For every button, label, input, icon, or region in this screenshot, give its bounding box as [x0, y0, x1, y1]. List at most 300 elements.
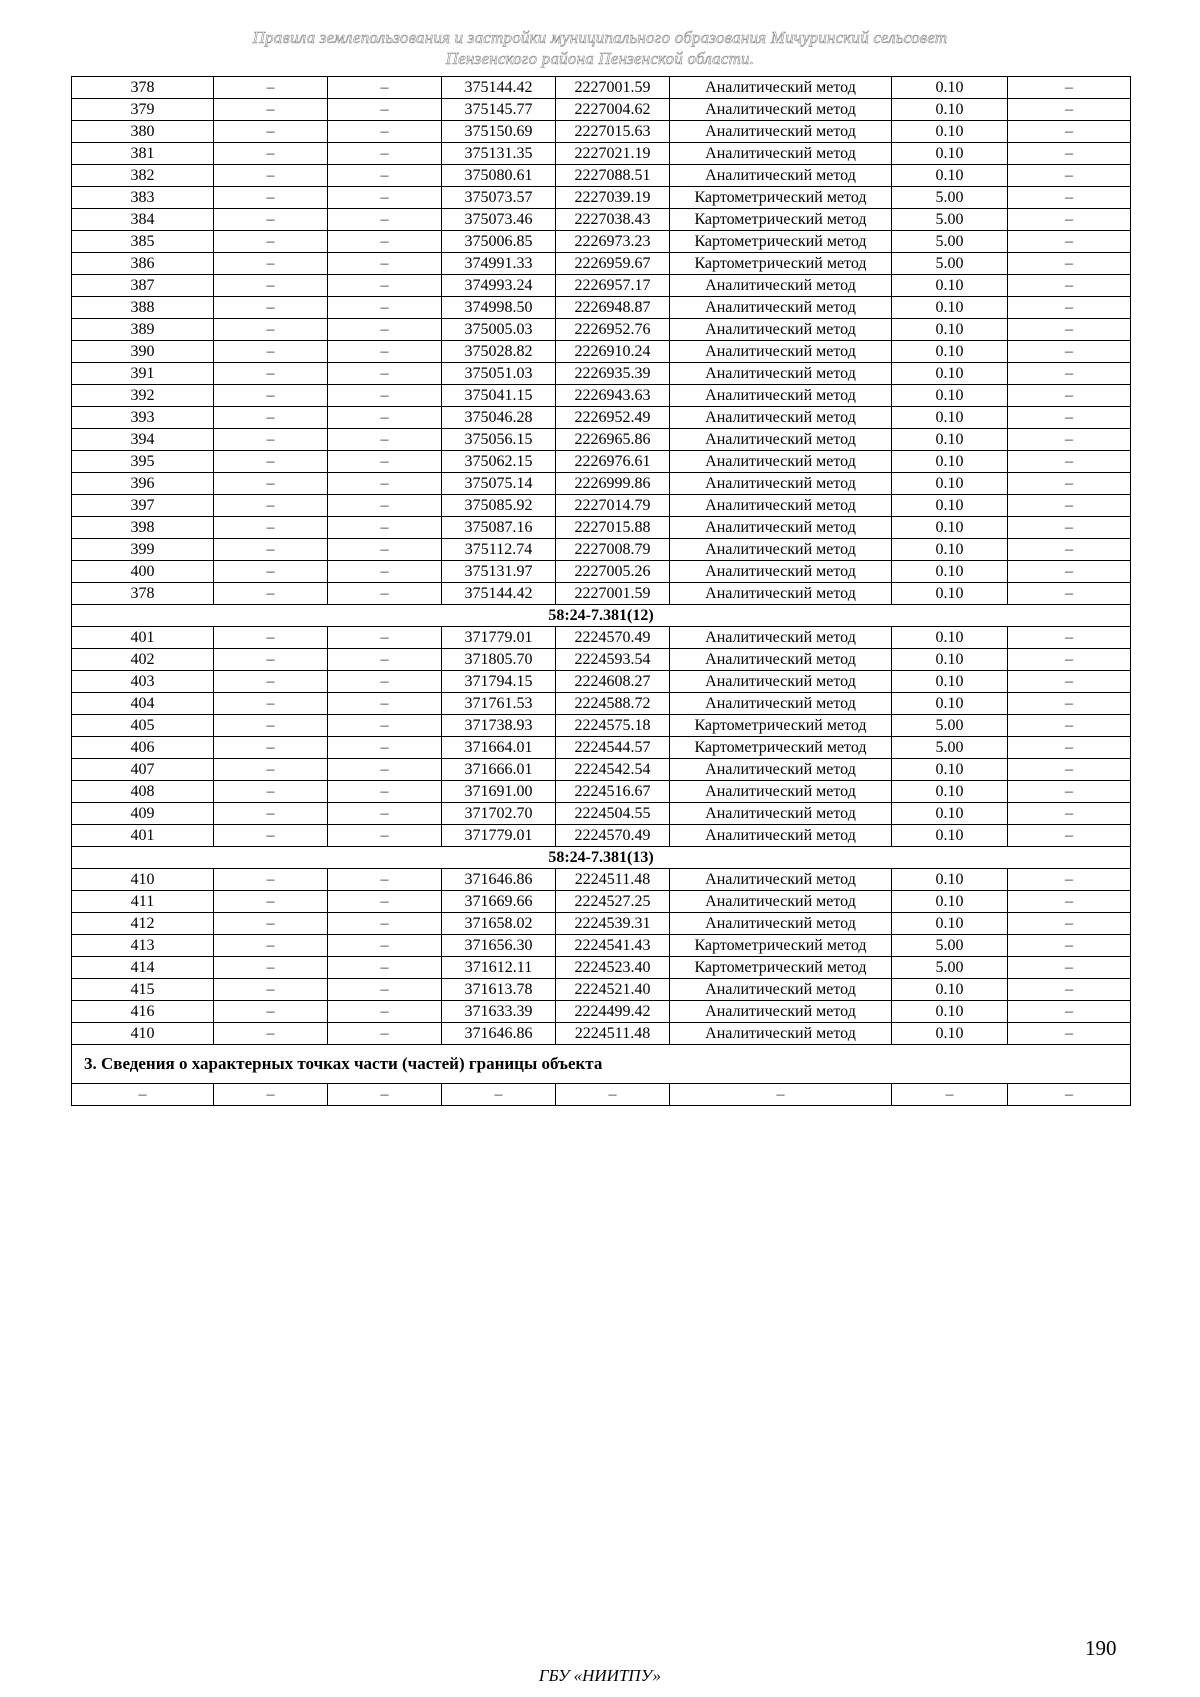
accuracy-cell: 0.10	[892, 803, 1008, 825]
point-number-cell: 389	[72, 319, 214, 341]
method-cell: Аналитический метод	[670, 165, 892, 187]
table-row	[72, 253, 1131, 275]
point-number-cell: 416	[72, 1001, 214, 1023]
new-x-cell: 375073.46	[442, 209, 556, 231]
new-x-cell: 374998.50	[442, 297, 556, 319]
point-number-cell: 414	[72, 957, 214, 979]
new-x-cell: 374991.33	[442, 253, 556, 275]
existing-y-cell: –	[328, 715, 442, 737]
point-number-cell: 409	[72, 803, 214, 825]
point-number-cell: 404	[72, 693, 214, 715]
table-row	[72, 715, 1131, 737]
new-y-cell: 2226952.76	[556, 319, 670, 341]
point-number-cell: 378	[72, 583, 214, 605]
method-cell: Аналитический метод	[670, 517, 892, 539]
new-x-cell: 371738.93	[442, 715, 556, 737]
method-cell: Аналитический метод	[670, 649, 892, 671]
method-cell: Аналитический метод	[670, 121, 892, 143]
part3-empty-cell: –	[556, 1084, 670, 1106]
existing-x-cell: –	[214, 363, 328, 385]
table-row	[72, 913, 1131, 935]
table-row	[72, 143, 1131, 165]
existing-x-cell: –	[214, 979, 328, 1001]
accuracy-cell: 0.10	[892, 99, 1008, 121]
point-number-cell: 395	[72, 451, 214, 473]
description-cell: –	[1008, 517, 1131, 539]
method-cell: Аналитический метод	[670, 473, 892, 495]
method-cell: Аналитический метод	[670, 429, 892, 451]
description-cell: –	[1008, 671, 1131, 693]
description-cell: –	[1008, 825, 1131, 847]
accuracy-cell: 5.00	[892, 715, 1008, 737]
table-row	[72, 693, 1131, 715]
description-cell: –	[1008, 1023, 1131, 1045]
method-cell: Картометрический метод	[670, 231, 892, 253]
part3-empty-cell: –	[892, 1084, 1008, 1106]
description-cell: –	[1008, 99, 1131, 121]
table-row	[72, 869, 1131, 891]
new-y-cell: 2227001.59	[556, 77, 670, 99]
new-y-cell: 2224541.43	[556, 935, 670, 957]
new-y-cell: 2226973.23	[556, 231, 670, 253]
table-row	[72, 649, 1131, 671]
description-cell: –	[1008, 341, 1131, 363]
existing-x-cell: –	[214, 99, 328, 121]
table-row	[72, 297, 1131, 319]
existing-x-cell: –	[214, 297, 328, 319]
accuracy-cell: 0.10	[892, 77, 1008, 99]
method-cell: Аналитический метод	[670, 341, 892, 363]
description-cell: –	[1008, 187, 1131, 209]
existing-y-cell: –	[328, 649, 442, 671]
new-x-cell: 371613.78	[442, 979, 556, 1001]
existing-x-cell: –	[214, 517, 328, 539]
existing-y-cell: –	[328, 737, 442, 759]
accuracy-cell: 0.10	[892, 649, 1008, 671]
method-cell: Аналитический метод	[670, 583, 892, 605]
point-number-cell: 394	[72, 429, 214, 451]
method-cell: Картометрический метод	[670, 209, 892, 231]
new-x-cell: 375080.61	[442, 165, 556, 187]
table-row	[72, 363, 1131, 385]
new-y-cell: 2226959.67	[556, 253, 670, 275]
method-cell: Картометрический метод	[670, 253, 892, 275]
part3-title-row	[72, 1045, 1131, 1084]
existing-x-cell: –	[214, 715, 328, 737]
accuracy-cell: 0.10	[892, 627, 1008, 649]
new-y-cell: 2224570.49	[556, 627, 670, 649]
point-number-cell: 403	[72, 671, 214, 693]
existing-y-cell: –	[328, 121, 442, 143]
description-cell: –	[1008, 935, 1131, 957]
part3-empty-cell: –	[670, 1084, 892, 1106]
description-cell: –	[1008, 759, 1131, 781]
description-cell: –	[1008, 209, 1131, 231]
accuracy-cell: 0.10	[892, 891, 1008, 913]
existing-y-cell: –	[328, 539, 442, 561]
existing-y-cell: –	[328, 385, 442, 407]
existing-x-cell: –	[214, 671, 328, 693]
accuracy-cell: 0.10	[892, 1001, 1008, 1023]
existing-y-cell: –	[328, 275, 442, 297]
existing-x-cell: –	[214, 759, 328, 781]
new-y-cell: 2226943.63	[556, 385, 670, 407]
method-cell: Аналитический метод	[670, 759, 892, 781]
accuracy-cell: 0.10	[892, 385, 1008, 407]
method-cell: Картометрический метод	[670, 737, 892, 759]
accuracy-cell: 0.10	[892, 121, 1008, 143]
method-cell: Аналитический метод	[670, 1023, 892, 1045]
new-x-cell: 371805.70	[442, 649, 556, 671]
table-row	[72, 1001, 1131, 1023]
part3-empty-row	[72, 1084, 1131, 1106]
existing-y-cell: –	[328, 671, 442, 693]
document-header	[0, 27, 1200, 69]
existing-x-cell: –	[214, 1023, 328, 1045]
method-cell: Аналитический метод	[670, 561, 892, 583]
description-cell: –	[1008, 363, 1131, 385]
accuracy-cell: 5.00	[892, 253, 1008, 275]
accuracy-cell: 0.10	[892, 341, 1008, 363]
table-row	[72, 935, 1131, 957]
existing-y-cell: –	[328, 627, 442, 649]
existing-x-cell: –	[214, 627, 328, 649]
new-y-cell: 2224542.54	[556, 759, 670, 781]
point-number-cell: 380	[72, 121, 214, 143]
page-number: 190	[1085, 1636, 1117, 1660]
table-row	[72, 385, 1131, 407]
table-row	[72, 209, 1131, 231]
table-row	[72, 77, 1131, 99]
accuracy-cell: 0.10	[892, 363, 1008, 385]
new-y-cell: 2224539.31	[556, 913, 670, 935]
table-row	[72, 319, 1131, 341]
method-cell: Аналитический метод	[670, 77, 892, 99]
point-number-cell: 396	[72, 473, 214, 495]
existing-y-cell: –	[328, 253, 442, 275]
section-heading: 58:24-7.381(13)	[72, 847, 1131, 869]
point-number-cell: 402	[72, 649, 214, 671]
point-number-cell: 415	[72, 979, 214, 1001]
point-number-cell: 397	[72, 495, 214, 517]
accuracy-cell: 5.00	[892, 209, 1008, 231]
accuracy-cell: 0.10	[892, 693, 1008, 715]
table-row	[72, 561, 1131, 583]
existing-y-cell: –	[328, 1001, 442, 1023]
existing-y-cell: –	[328, 825, 442, 847]
new-y-cell: 2227038.43	[556, 209, 670, 231]
accuracy-cell: 0.10	[892, 297, 1008, 319]
accuracy-cell: 0.10	[892, 165, 1008, 187]
existing-y-cell: –	[328, 231, 442, 253]
existing-y-cell: –	[328, 979, 442, 1001]
method-cell: Аналитический метод	[670, 693, 892, 715]
accuracy-cell: 0.10	[892, 319, 1008, 341]
new-x-cell: 371656.30	[442, 935, 556, 957]
accuracy-cell: 0.10	[892, 583, 1008, 605]
existing-y-cell: –	[328, 583, 442, 605]
method-cell: Картометрический метод	[670, 715, 892, 737]
existing-x-cell: –	[214, 275, 328, 297]
accuracy-cell: 0.10	[892, 671, 1008, 693]
new-x-cell: 375087.16	[442, 517, 556, 539]
document-footer: ГБУ «НИИТПУ»	[538, 1666, 662, 1685]
section-heading: 58:24-7.381(12)	[72, 605, 1131, 627]
table-row	[72, 99, 1131, 121]
accuracy-cell: 0.10	[892, 451, 1008, 473]
new-x-cell: 375075.14	[442, 473, 556, 495]
description-cell: –	[1008, 715, 1131, 737]
table-row	[72, 495, 1131, 517]
new-y-cell: 2226957.17	[556, 275, 670, 297]
new-y-cell: 2224588.72	[556, 693, 670, 715]
new-y-cell: 2224511.48	[556, 869, 670, 891]
header-line-2: Пензенского района Пензенской области.	[445, 49, 755, 68]
new-x-cell: 371664.01	[442, 737, 556, 759]
existing-x-cell: –	[214, 1001, 328, 1023]
existing-y-cell: –	[328, 429, 442, 451]
existing-x-cell: –	[214, 561, 328, 583]
part3-title: 3. Сведения о характерных точках части (частей) границы объекта	[72, 1045, 1131, 1084]
part3-empty-cell: –	[1008, 1084, 1131, 1106]
accuracy-cell: 0.10	[892, 979, 1008, 1001]
new-y-cell: 2227015.63	[556, 121, 670, 143]
existing-x-cell: –	[214, 957, 328, 979]
accuracy-cell: 0.10	[892, 495, 1008, 517]
new-y-cell: 2226999.86	[556, 473, 670, 495]
description-cell: –	[1008, 297, 1131, 319]
new-y-cell: 2226948.87	[556, 297, 670, 319]
accuracy-cell: 0.10	[892, 407, 1008, 429]
new-y-cell: 2227088.51	[556, 165, 670, 187]
new-x-cell: 371794.15	[442, 671, 556, 693]
existing-y-cell: –	[328, 341, 442, 363]
method-cell: Аналитический метод	[670, 407, 892, 429]
table-row	[72, 187, 1131, 209]
method-cell: Аналитический метод	[670, 297, 892, 319]
description-cell: –	[1008, 121, 1131, 143]
point-number-cell: 412	[72, 913, 214, 935]
new-y-cell: 2227008.79	[556, 539, 670, 561]
existing-x-cell: –	[214, 165, 328, 187]
existing-x-cell: –	[214, 737, 328, 759]
part3-empty-cell: –	[72, 1084, 214, 1106]
new-x-cell: 375006.85	[442, 231, 556, 253]
point-number-cell: 401	[72, 627, 214, 649]
existing-x-cell: –	[214, 693, 328, 715]
new-y-cell: 2227005.26	[556, 561, 670, 583]
point-number-cell: 401	[72, 825, 214, 847]
accuracy-cell: 0.10	[892, 429, 1008, 451]
point-number-cell: 392	[72, 385, 214, 407]
new-x-cell: 371702.70	[442, 803, 556, 825]
existing-y-cell: –	[328, 1023, 442, 1045]
method-cell: Аналитический метод	[670, 539, 892, 561]
new-y-cell: 2224570.49	[556, 825, 670, 847]
accuracy-cell: 0.10	[892, 825, 1008, 847]
existing-y-cell: –	[328, 363, 442, 385]
new-y-cell: 2226976.61	[556, 451, 670, 473]
description-cell: –	[1008, 781, 1131, 803]
method-cell: Картометрический метод	[670, 187, 892, 209]
existing-y-cell: –	[328, 869, 442, 891]
new-y-cell: 2224521.40	[556, 979, 670, 1001]
existing-y-cell: –	[328, 297, 442, 319]
description-cell: –	[1008, 253, 1131, 275]
description-cell: –	[1008, 891, 1131, 913]
new-y-cell: 2226910.24	[556, 341, 670, 363]
new-x-cell: 371646.86	[442, 1023, 556, 1045]
method-cell: Картометрический метод	[670, 957, 892, 979]
table-row	[72, 429, 1131, 451]
table-row	[72, 803, 1131, 825]
method-cell: Аналитический метод	[670, 869, 892, 891]
new-x-cell: 375085.92	[442, 495, 556, 517]
new-x-cell: 375131.97	[442, 561, 556, 583]
point-number-cell: 388	[72, 297, 214, 319]
part3-empty-cell: –	[214, 1084, 328, 1106]
existing-y-cell: –	[328, 209, 442, 231]
description-cell: –	[1008, 429, 1131, 451]
new-x-cell: 371666.01	[442, 759, 556, 781]
point-number-cell: 413	[72, 935, 214, 957]
existing-x-cell: –	[214, 539, 328, 561]
method-cell: Аналитический метод	[670, 803, 892, 825]
description-cell: –	[1008, 165, 1131, 187]
table-row	[72, 627, 1131, 649]
table-row	[72, 341, 1131, 363]
new-x-cell: 375145.77	[442, 99, 556, 121]
new-y-cell: 2224575.18	[556, 715, 670, 737]
description-cell: –	[1008, 231, 1131, 253]
method-cell: Аналитический метод	[670, 671, 892, 693]
new-y-cell: 2224499.42	[556, 1001, 670, 1023]
point-number-cell: 406	[72, 737, 214, 759]
description-cell: –	[1008, 913, 1131, 935]
new-y-cell: 2227004.62	[556, 99, 670, 121]
new-y-cell: 2224608.27	[556, 671, 670, 693]
table-row	[72, 737, 1131, 759]
method-cell: Аналитический метод	[670, 825, 892, 847]
existing-x-cell: –	[214, 429, 328, 451]
existing-x-cell: –	[214, 209, 328, 231]
new-x-cell: 371779.01	[442, 825, 556, 847]
description-cell: –	[1008, 385, 1131, 407]
existing-x-cell: –	[214, 869, 328, 891]
new-y-cell: 2227001.59	[556, 583, 670, 605]
accuracy-cell: 0.10	[892, 517, 1008, 539]
existing-y-cell: –	[328, 143, 442, 165]
table-row	[72, 759, 1131, 781]
new-x-cell: 371779.01	[442, 627, 556, 649]
accuracy-cell: 0.10	[892, 759, 1008, 781]
coordinates-table	[71, 76, 1131, 1106]
new-y-cell: 2224504.55	[556, 803, 670, 825]
method-cell: Аналитический метод	[670, 99, 892, 121]
existing-y-cell: –	[328, 803, 442, 825]
new-x-cell: 371646.86	[442, 869, 556, 891]
accuracy-cell: 5.00	[892, 231, 1008, 253]
existing-x-cell: –	[214, 143, 328, 165]
accuracy-cell: 0.10	[892, 869, 1008, 891]
table-row	[72, 407, 1131, 429]
description-cell: –	[1008, 407, 1131, 429]
new-y-cell: 2224511.48	[556, 1023, 670, 1045]
point-number-cell: 391	[72, 363, 214, 385]
existing-y-cell: –	[328, 451, 442, 473]
point-number-cell: 379	[72, 99, 214, 121]
method-cell: Аналитический метод	[670, 319, 892, 341]
table-row	[72, 1023, 1131, 1045]
existing-y-cell: –	[328, 165, 442, 187]
existing-x-cell: –	[214, 187, 328, 209]
method-cell: Аналитический метод	[670, 385, 892, 407]
description-cell: –	[1008, 583, 1131, 605]
point-number-cell: 410	[72, 1023, 214, 1045]
existing-x-cell: –	[214, 231, 328, 253]
description-cell: –	[1008, 561, 1131, 583]
existing-x-cell: –	[214, 891, 328, 913]
existing-y-cell: –	[328, 935, 442, 957]
existing-x-cell: –	[214, 781, 328, 803]
table-row	[72, 121, 1131, 143]
description-cell: –	[1008, 143, 1131, 165]
existing-x-cell: –	[214, 77, 328, 99]
accuracy-cell: 5.00	[892, 935, 1008, 957]
method-cell: Аналитический метод	[670, 143, 892, 165]
point-number-cell: 387	[72, 275, 214, 297]
new-x-cell: 375046.28	[442, 407, 556, 429]
new-y-cell: 2226952.49	[556, 407, 670, 429]
description-cell: –	[1008, 803, 1131, 825]
existing-x-cell: –	[214, 649, 328, 671]
new-x-cell: 375073.57	[442, 187, 556, 209]
method-cell: Аналитический метод	[670, 781, 892, 803]
accuracy-cell: 0.10	[892, 473, 1008, 495]
new-x-cell: 371669.66	[442, 891, 556, 913]
existing-y-cell: –	[328, 99, 442, 121]
new-x-cell: 375005.03	[442, 319, 556, 341]
existing-y-cell: –	[328, 913, 442, 935]
new-x-cell: 371691.00	[442, 781, 556, 803]
existing-x-cell: –	[214, 319, 328, 341]
accuracy-cell: 0.10	[892, 275, 1008, 297]
existing-y-cell: –	[328, 517, 442, 539]
existing-x-cell: –	[214, 473, 328, 495]
existing-x-cell: –	[214, 407, 328, 429]
existing-y-cell: –	[328, 319, 442, 341]
existing-x-cell: –	[214, 825, 328, 847]
existing-y-cell: –	[328, 957, 442, 979]
new-x-cell: 371761.53	[442, 693, 556, 715]
new-x-cell: 375144.42	[442, 77, 556, 99]
new-y-cell: 2227014.79	[556, 495, 670, 517]
point-number-cell: 383	[72, 187, 214, 209]
section-heading-row	[72, 605, 1131, 627]
new-x-cell: 375028.82	[442, 341, 556, 363]
new-x-cell: 375056.15	[442, 429, 556, 451]
method-cell: Аналитический метод	[670, 913, 892, 935]
existing-x-cell: –	[214, 495, 328, 517]
existing-y-cell: –	[328, 187, 442, 209]
existing-y-cell: –	[328, 561, 442, 583]
existing-x-cell: –	[214, 253, 328, 275]
table-row	[72, 451, 1131, 473]
description-cell: –	[1008, 275, 1131, 297]
point-number-cell: 385	[72, 231, 214, 253]
description-cell: –	[1008, 539, 1131, 561]
existing-y-cell: –	[328, 473, 442, 495]
